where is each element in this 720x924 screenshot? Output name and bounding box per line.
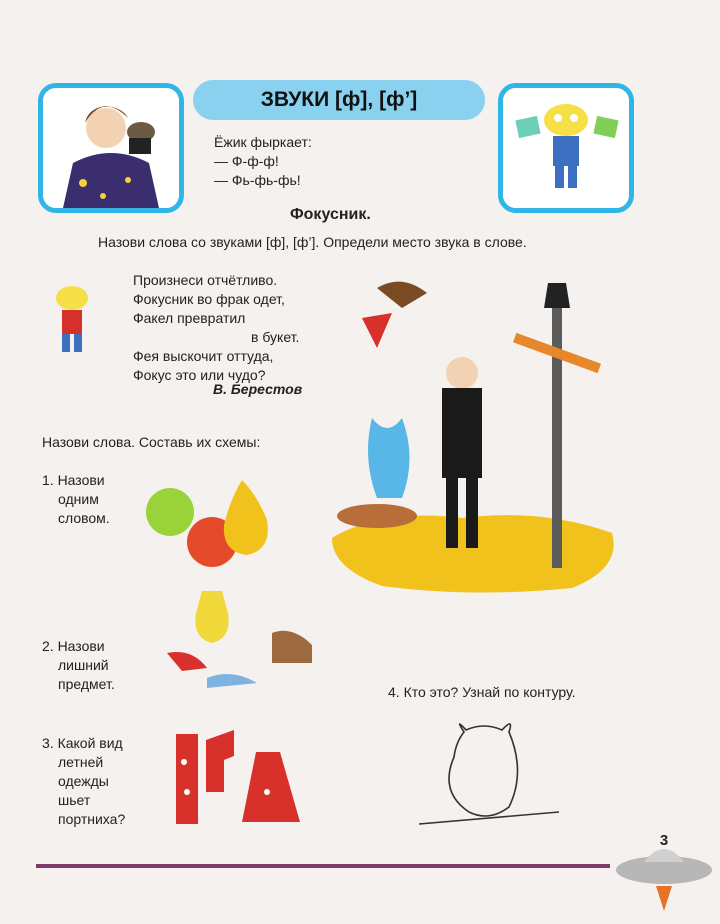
task-2-line: 2. Назови [42, 638, 105, 654]
poem [133, 271, 299, 385]
page-footer-divider [36, 864, 610, 868]
task-3-line: портниха? [58, 811, 126, 827]
task-2 [42, 637, 115, 694]
magician-boy-illustration [43, 88, 179, 208]
section-instruction: Назови слова со звуками [ф], [ф’]. Определи место звука в слове. [98, 234, 527, 250]
poem-line: Факел превратил [133, 310, 246, 326]
poem-line: Фея выскочит оттуда, [133, 348, 274, 364]
poem-author: В. Берестов [213, 381, 303, 397]
task-2-line: предмет. [58, 676, 115, 692]
owl-contour-illustration [414, 712, 564, 842]
magician-scene-illustration [322, 268, 642, 598]
page-title-banner [193, 80, 485, 120]
clothes-items-illustration [162, 583, 327, 693]
small-alien-icon [42, 280, 102, 360]
task-3-line: одежды [58, 773, 109, 789]
task-3-line: летней [58, 754, 104, 770]
poem-line: в букет. [251, 329, 300, 345]
task-1-line: 1. Назови [42, 472, 105, 488]
page-title: ЗВУКИ [ф], [ф’] [260, 88, 418, 111]
magician-picture-frame [38, 83, 184, 213]
poem-line: Фокус это или чудо? [133, 367, 266, 383]
fruits-illustration [142, 470, 287, 570]
hedgehog-line: — Ф-ф-ф! [214, 153, 279, 169]
task-3 [42, 734, 125, 829]
page-number: 3 [659, 832, 669, 849]
task-2-line: лишний [58, 657, 109, 673]
poem-line: Фокусник во фрак одет, [133, 291, 285, 307]
task-1-line: словом. [58, 510, 110, 526]
alien-illustration [503, 88, 629, 208]
task-3-line: 3. Какой вид [42, 735, 123, 751]
task-3-line: шьет [58, 792, 91, 808]
hedgehog-line: Ёжик фыркает: [214, 134, 312, 150]
tasks-intro: Назови слова. Составь их схемы: [42, 434, 261, 450]
alien-picture-frame [498, 83, 634, 213]
section-title: Фокусник. [290, 206, 371, 223]
hedgehog-text [214, 133, 312, 190]
poem-line: Произнеси отчётливо. [133, 272, 278, 288]
task-1 [42, 471, 110, 528]
task-1-line: одним [58, 491, 99, 507]
hedgehog-line: — Фь-фь-фь! [214, 172, 301, 188]
fabric-pieces-illustration [172, 722, 312, 832]
task-4: 4. Кто это? Узнай по контуру. [388, 684, 576, 700]
